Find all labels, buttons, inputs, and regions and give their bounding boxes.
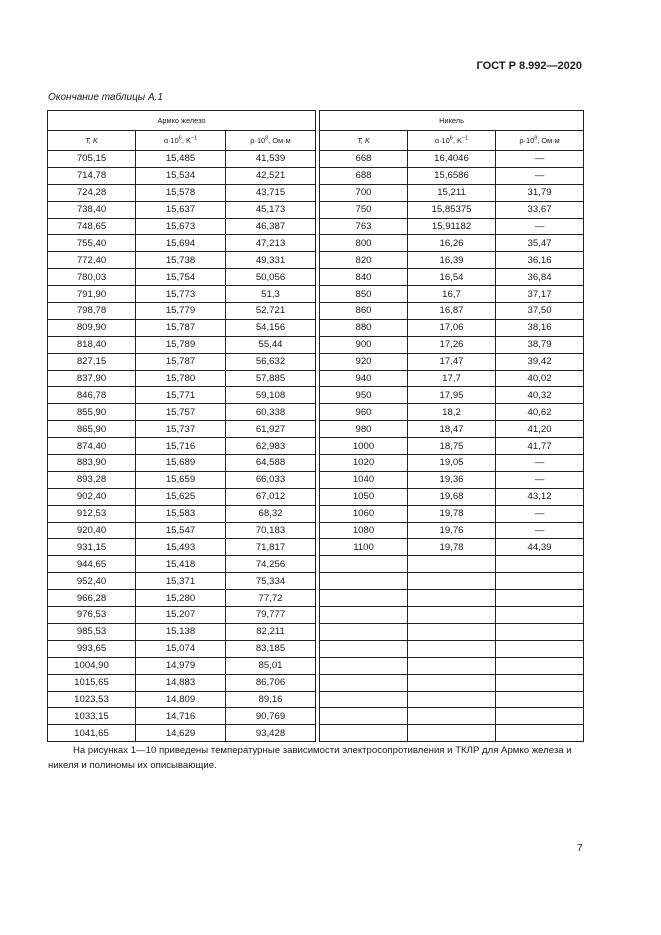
cell-nickel-t bbox=[320, 556, 408, 573]
cell-nickel-alpha bbox=[408, 556, 496, 573]
table-row bbox=[48, 674, 584, 691]
cell-nickel-rho bbox=[496, 657, 584, 674]
table-row bbox=[48, 708, 584, 725]
col-header-temperature: T, K bbox=[48, 131, 136, 151]
cell-armco-t: 993,65 bbox=[48, 640, 136, 657]
cell-nickel-rho: — bbox=[496, 218, 584, 235]
cell-armco-alpha: 15,787 bbox=[136, 353, 226, 370]
cell-nickel-alpha bbox=[408, 725, 496, 742]
cell-nickel-t: 750 bbox=[320, 201, 408, 218]
cell-armco-alpha: 14,979 bbox=[136, 657, 226, 674]
cell-nickel-rho bbox=[496, 674, 584, 691]
cell-nickel-t: 880 bbox=[320, 319, 408, 336]
cell-nickel-t: 980 bbox=[320, 421, 408, 438]
cell-armco-t: 1004,90 bbox=[48, 657, 136, 674]
cell-armco-t: 714,78 bbox=[48, 167, 136, 184]
cell-nickel-rho: 38,79 bbox=[496, 336, 584, 353]
note-paragraph bbox=[48, 743, 588, 773]
cell-armco-rho: 56,632 bbox=[226, 353, 316, 370]
table-row bbox=[48, 623, 584, 640]
cell-armco-rho: 62,983 bbox=[226, 438, 316, 455]
table-row bbox=[48, 370, 584, 387]
cell-armco-rho: 64,588 bbox=[226, 455, 316, 472]
cell-nickel-rho: 36,84 bbox=[496, 269, 584, 286]
cell-nickel-rho: 41,77 bbox=[496, 438, 584, 455]
cell-armco-rho: 54,156 bbox=[226, 319, 316, 336]
cell-armco-alpha: 15,280 bbox=[136, 590, 226, 607]
cell-nickel-rho: — bbox=[496, 167, 584, 184]
cell-nickel-rho bbox=[496, 590, 584, 607]
cell-armco-t: 931,15 bbox=[48, 539, 136, 556]
cell-armco-t: 780,03 bbox=[48, 269, 136, 286]
cell-armco-alpha: 15,779 bbox=[136, 303, 226, 320]
cell-armco-rho: 46,387 bbox=[226, 218, 316, 235]
cell-armco-alpha: 15,659 bbox=[136, 471, 226, 488]
cell-nickel-rho: 38,16 bbox=[496, 319, 584, 336]
cell-armco-rho: 66,033 bbox=[226, 471, 316, 488]
cell-armco-alpha: 15,074 bbox=[136, 640, 226, 657]
cell-armco-t: 855,90 bbox=[48, 404, 136, 421]
cell-armco-alpha: 15,625 bbox=[136, 488, 226, 505]
cell-nickel-rho: — bbox=[496, 471, 584, 488]
cell-nickel-t: 1040 bbox=[320, 471, 408, 488]
table-row bbox=[48, 319, 584, 336]
cell-armco-alpha: 15,493 bbox=[136, 539, 226, 556]
cell-nickel-rho bbox=[496, 607, 584, 624]
cell-armco-alpha: 14,716 bbox=[136, 708, 226, 725]
table-row bbox=[48, 269, 584, 286]
cell-armco-t: 748,65 bbox=[48, 218, 136, 235]
cell-armco-rho: 45,173 bbox=[226, 201, 316, 218]
cell-nickel-alpha bbox=[408, 623, 496, 640]
cell-armco-rho: 52,721 bbox=[226, 303, 316, 320]
cell-nickel-rho: 41,20 bbox=[496, 421, 584, 438]
page-number: 7 bbox=[577, 843, 583, 854]
cell-armco-t: 809,90 bbox=[48, 319, 136, 336]
table-row bbox=[48, 539, 584, 556]
cell-nickel-t bbox=[320, 607, 408, 624]
cell-nickel-t bbox=[320, 708, 408, 725]
cell-armco-rho: 50,056 bbox=[226, 269, 316, 286]
cell-nickel-rho: — bbox=[496, 505, 584, 522]
cell-nickel-rho: 44,39 bbox=[496, 539, 584, 556]
table-row bbox=[48, 387, 584, 404]
note-text: На рисунках 1—10 приведены температурные зависимости электросопротивления и ТКЛР для Армко железа и никеля и полиномы их описывающие. bbox=[48, 745, 572, 771]
cell-armco-alpha: 15,371 bbox=[136, 573, 226, 590]
cell-armco-t: 883,90 bbox=[48, 455, 136, 472]
table-row bbox=[48, 303, 584, 320]
cell-nickel-t: 763 bbox=[320, 218, 408, 235]
table-row bbox=[48, 404, 584, 421]
table-row bbox=[48, 353, 584, 370]
cell-armco-t: 724,28 bbox=[48, 184, 136, 201]
cell-armco-t: 791,90 bbox=[48, 286, 136, 303]
table-row bbox=[48, 488, 584, 505]
cell-armco-t: 837,90 bbox=[48, 370, 136, 387]
cell-nickel-rho: 43,12 bbox=[496, 488, 584, 505]
cell-armco-rho: 42,521 bbox=[226, 167, 316, 184]
cell-nickel-alpha: 16,54 bbox=[408, 269, 496, 286]
cell-armco-rho: 43,715 bbox=[226, 184, 316, 201]
cell-nickel-alpha: 16,39 bbox=[408, 252, 496, 269]
cell-nickel-alpha: 18,2 bbox=[408, 404, 496, 421]
cell-nickel-t: 900 bbox=[320, 336, 408, 353]
table-row bbox=[48, 438, 584, 455]
cell-armco-rho: 49,331 bbox=[226, 252, 316, 269]
cell-nickel-alpha: 18,75 bbox=[408, 438, 496, 455]
cell-nickel-rho: — bbox=[496, 455, 584, 472]
cell-nickel-t: 960 bbox=[320, 404, 408, 421]
cell-nickel-t: 850 bbox=[320, 286, 408, 303]
cell-nickel-rho bbox=[496, 640, 584, 657]
cell-nickel-t: 840 bbox=[320, 269, 408, 286]
cell-nickel-rho: 36,16 bbox=[496, 252, 584, 269]
cell-nickel-alpha bbox=[408, 607, 496, 624]
cell-armco-alpha: 15,547 bbox=[136, 522, 226, 539]
cell-nickel-t: 700 bbox=[320, 184, 408, 201]
rho-prefix: ρ·10 bbox=[519, 136, 535, 145]
cell-nickel-rho bbox=[496, 725, 584, 742]
cell-armco-alpha: 15,773 bbox=[136, 286, 226, 303]
table-row bbox=[48, 252, 584, 269]
cell-nickel-t: 668 bbox=[320, 151, 408, 168]
table-row bbox=[48, 556, 584, 573]
cell-armco-rho: 61,927 bbox=[226, 421, 316, 438]
cell-armco-t: 738,40 bbox=[48, 201, 136, 218]
cell-armco-alpha: 15,689 bbox=[136, 455, 226, 472]
cell-nickel-alpha: 15,211 bbox=[408, 184, 496, 201]
cell-armco-alpha: 15,757 bbox=[136, 404, 226, 421]
col-header-temperature: T, K bbox=[320, 131, 408, 151]
cell-armco-rho: 75,334 bbox=[226, 573, 316, 590]
cell-armco-t: 755,40 bbox=[48, 235, 136, 252]
cell-nickel-t bbox=[320, 691, 408, 708]
cell-armco-t: 874,40 bbox=[48, 438, 136, 455]
cell-armco-rho: 93,428 bbox=[226, 725, 316, 742]
cell-nickel-alpha: 19,68 bbox=[408, 488, 496, 505]
cell-nickel-rho: 39,42 bbox=[496, 353, 584, 370]
cell-armco-rho: 79,777 bbox=[226, 607, 316, 624]
cell-armco-alpha: 14,629 bbox=[136, 725, 226, 742]
table-row bbox=[48, 184, 584, 201]
data-table bbox=[47, 110, 584, 742]
cell-armco-t: 1023,53 bbox=[48, 691, 136, 708]
cell-armco-t: 1015,65 bbox=[48, 674, 136, 691]
cell-armco-rho: 86,706 bbox=[226, 674, 316, 691]
cell-nickel-alpha bbox=[408, 674, 496, 691]
cell-nickel-rho: 40,32 bbox=[496, 387, 584, 404]
cell-armco-t: 818,40 bbox=[48, 336, 136, 353]
cell-armco-t: 1033,15 bbox=[48, 708, 136, 725]
cell-armco-t: 966,28 bbox=[48, 590, 136, 607]
cell-armco-rho: 74,256 bbox=[226, 556, 316, 573]
cell-armco-alpha: 15,754 bbox=[136, 269, 226, 286]
alpha-suffix: , K bbox=[452, 136, 462, 145]
cell-nickel-t bbox=[320, 623, 408, 640]
alpha-exp: 6 bbox=[449, 135, 453, 142]
cell-nickel-t bbox=[320, 573, 408, 590]
cell-armco-t: 902,40 bbox=[48, 488, 136, 505]
cell-armco-t: 976,53 bbox=[48, 607, 136, 624]
cell-armco-t: 798,78 bbox=[48, 303, 136, 320]
cell-nickel-t: 860 bbox=[320, 303, 408, 320]
cell-nickel-alpha: 17,26 bbox=[408, 336, 496, 353]
cell-nickel-rho: 33,67 bbox=[496, 201, 584, 218]
cell-armco-alpha: 15,418 bbox=[136, 556, 226, 573]
cell-armco-t: 772,40 bbox=[48, 252, 136, 269]
cell-armco-t: 827,15 bbox=[48, 353, 136, 370]
cell-nickel-rho bbox=[496, 691, 584, 708]
cell-nickel-rho: 40,62 bbox=[496, 404, 584, 421]
cell-armco-rho: 59,108 bbox=[226, 387, 316, 404]
table-caption: Окончание таблицы А.1 bbox=[48, 92, 163, 103]
cell-armco-rho: 47,213 bbox=[226, 235, 316, 252]
cell-nickel-t bbox=[320, 674, 408, 691]
cell-nickel-t: 940 bbox=[320, 370, 408, 387]
table-row bbox=[48, 573, 584, 590]
cell-nickel-alpha: 19,05 bbox=[408, 455, 496, 472]
cell-armco-t: 920,40 bbox=[48, 522, 136, 539]
cell-nickel-alpha: 19,78 bbox=[408, 539, 496, 556]
cell-nickel-rho: 37,17 bbox=[496, 286, 584, 303]
table-row bbox=[48, 218, 584, 235]
cell-armco-rho: 57,885 bbox=[226, 370, 316, 387]
cell-nickel-alpha: 17,95 bbox=[408, 387, 496, 404]
cell-armco-alpha: 15,637 bbox=[136, 201, 226, 218]
cell-nickel-alpha: 19,36 bbox=[408, 471, 496, 488]
alpha-exp: 6 bbox=[178, 135, 182, 142]
cell-nickel-alpha: 15,91182 bbox=[408, 218, 496, 235]
cell-armco-alpha: 15,716 bbox=[136, 438, 226, 455]
cell-armco-t: 985,53 bbox=[48, 623, 136, 640]
col-header-alpha bbox=[408, 131, 496, 151]
cell-armco-alpha: 15,738 bbox=[136, 252, 226, 269]
cell-armco-rho: 60,338 bbox=[226, 404, 316, 421]
cell-armco-alpha: 15,485 bbox=[136, 151, 226, 168]
table-row bbox=[48, 201, 584, 218]
cell-armco-rho: 67,012 bbox=[226, 488, 316, 505]
cell-nickel-rho: 31,79 bbox=[496, 184, 584, 201]
cell-nickel-t: 1100 bbox=[320, 539, 408, 556]
cell-armco-t: 912,53 bbox=[48, 505, 136, 522]
group-header-nickel: Никель bbox=[320, 111, 584, 131]
cell-armco-rho: 83,185 bbox=[226, 640, 316, 657]
cell-armco-rho: 89,16 bbox=[226, 691, 316, 708]
cell-armco-t: 893,28 bbox=[48, 471, 136, 488]
cell-nickel-alpha bbox=[408, 640, 496, 657]
cell-nickel-t: 920 bbox=[320, 353, 408, 370]
table-row bbox=[48, 505, 584, 522]
cell-armco-alpha: 15,780 bbox=[136, 370, 226, 387]
table-row bbox=[48, 640, 584, 657]
cell-armco-rho: 41,539 bbox=[226, 151, 316, 168]
cell-armco-t: 944,65 bbox=[48, 556, 136, 573]
group-header-armco-iron: Армко железо bbox=[48, 111, 316, 131]
cell-armco-alpha: 15,583 bbox=[136, 505, 226, 522]
cell-nickel-alpha bbox=[408, 708, 496, 725]
cell-nickel-rho bbox=[496, 556, 584, 573]
cell-nickel-alpha bbox=[408, 657, 496, 674]
cell-armco-rho: 71,817 bbox=[226, 539, 316, 556]
rho-suffix: , Ом·м bbox=[537, 136, 560, 145]
col-header-alpha bbox=[136, 131, 226, 151]
cell-nickel-rho bbox=[496, 708, 584, 725]
alpha-unit-exp: −1 bbox=[190, 135, 198, 142]
cell-armco-rho: 68,32 bbox=[226, 505, 316, 522]
cell-nickel-alpha: 15,6586 bbox=[408, 167, 496, 184]
col-header-rho bbox=[226, 131, 316, 151]
cell-armco-alpha: 15,534 bbox=[136, 167, 226, 184]
cell-nickel-alpha: 15,85375 bbox=[408, 201, 496, 218]
cell-nickel-t: 820 bbox=[320, 252, 408, 269]
cell-nickel-t bbox=[320, 725, 408, 742]
cell-armco-alpha: 15,138 bbox=[136, 623, 226, 640]
cell-armco-alpha: 15,578 bbox=[136, 184, 226, 201]
cell-armco-rho: 82,211 bbox=[226, 623, 316, 640]
cell-nickel-t: 800 bbox=[320, 235, 408, 252]
cell-armco-t: 952,40 bbox=[48, 573, 136, 590]
rho-exp: 8 bbox=[534, 135, 538, 142]
cell-nickel-rho: 40,02 bbox=[496, 370, 584, 387]
alpha-prefix: α·10 bbox=[434, 136, 450, 145]
cell-nickel-t: 688 bbox=[320, 167, 408, 184]
cell-armco-alpha: 15,789 bbox=[136, 336, 226, 353]
cell-nickel-rho: — bbox=[496, 151, 584, 168]
table-row bbox=[48, 421, 584, 438]
cell-nickel-rho: 37,50 bbox=[496, 303, 584, 320]
cell-nickel-t bbox=[320, 657, 408, 674]
rho-suffix: , Ом·м bbox=[268, 136, 291, 145]
table-row bbox=[48, 590, 584, 607]
cell-armco-alpha: 15,787 bbox=[136, 319, 226, 336]
cell-nickel-alpha: 17,7 bbox=[408, 370, 496, 387]
alpha-unit-exp: −1 bbox=[461, 135, 469, 142]
cell-nickel-t: 1060 bbox=[320, 505, 408, 522]
table-body bbox=[48, 151, 584, 742]
cell-armco-t: 1041,65 bbox=[48, 725, 136, 742]
cell-armco-alpha: 15,694 bbox=[136, 235, 226, 252]
cell-nickel-t: 1020 bbox=[320, 455, 408, 472]
cell-nickel-alpha bbox=[408, 590, 496, 607]
cell-armco-t: 865,90 bbox=[48, 421, 136, 438]
cell-nickel-t: 1000 bbox=[320, 438, 408, 455]
cell-armco-t: 846,78 bbox=[48, 387, 136, 404]
cell-armco-alpha: 15,771 bbox=[136, 387, 226, 404]
cell-nickel-rho bbox=[496, 573, 584, 590]
cell-armco-alpha: 15,673 bbox=[136, 218, 226, 235]
table-row bbox=[48, 657, 584, 674]
cell-nickel-rho bbox=[496, 623, 584, 640]
cell-armco-rho: 77,72 bbox=[226, 590, 316, 607]
table-row bbox=[48, 455, 584, 472]
cell-nickel-alpha bbox=[408, 573, 496, 590]
cell-nickel-t: 1080 bbox=[320, 522, 408, 539]
cell-nickel-alpha: 19,78 bbox=[408, 505, 496, 522]
cell-nickel-t bbox=[320, 640, 408, 657]
table-row bbox=[48, 522, 584, 539]
table-row bbox=[48, 691, 584, 708]
cell-armco-rho: 90,769 bbox=[226, 708, 316, 725]
table-row bbox=[48, 235, 584, 252]
cell-nickel-alpha: 19,76 bbox=[408, 522, 496, 539]
cell-nickel-alpha: 17,47 bbox=[408, 353, 496, 370]
table-row bbox=[48, 286, 584, 303]
table-row bbox=[48, 471, 584, 488]
cell-armco-rho: 55,44 bbox=[226, 336, 316, 353]
cell-nickel-alpha: 16,7 bbox=[408, 286, 496, 303]
table-row bbox=[48, 607, 584, 624]
cell-armco-alpha: 15,737 bbox=[136, 421, 226, 438]
cell-nickel-alpha: 16,4046 bbox=[408, 151, 496, 168]
alpha-suffix: , K bbox=[181, 136, 191, 145]
cell-nickel-alpha: 18,47 bbox=[408, 421, 496, 438]
cell-nickel-alpha bbox=[408, 691, 496, 708]
rho-prefix: ρ·10 bbox=[250, 136, 266, 145]
col-header-rho bbox=[496, 131, 584, 151]
alpha-prefix: α·10 bbox=[163, 136, 179, 145]
cell-armco-alpha: 14,809 bbox=[136, 691, 226, 708]
table-row bbox=[48, 336, 584, 353]
table-row bbox=[48, 725, 584, 742]
cell-nickel-rho: — bbox=[496, 522, 584, 539]
cell-armco-t: 705,15 bbox=[48, 151, 136, 168]
cell-armco-rho: 51,3 bbox=[226, 286, 316, 303]
cell-nickel-t: 950 bbox=[320, 387, 408, 404]
cell-nickel-t bbox=[320, 590, 408, 607]
rho-exp: 8 bbox=[265, 135, 269, 142]
cell-nickel-alpha: 16,87 bbox=[408, 303, 496, 320]
cell-nickel-t: 1050 bbox=[320, 488, 408, 505]
table-row bbox=[48, 151, 584, 168]
document-code: ГОСТ Р 8.992—2020 bbox=[476, 60, 582, 72]
cell-nickel-alpha: 17,06 bbox=[408, 319, 496, 336]
cell-armco-rho: 70,183 bbox=[226, 522, 316, 539]
cell-nickel-alpha: 16,26 bbox=[408, 235, 496, 252]
cell-nickel-rho: 35,47 bbox=[496, 235, 584, 252]
table-row bbox=[48, 167, 584, 184]
cell-armco-alpha: 14,883 bbox=[136, 674, 226, 691]
cell-armco-alpha: 15,207 bbox=[136, 607, 226, 624]
cell-armco-rho: 85,01 bbox=[226, 657, 316, 674]
